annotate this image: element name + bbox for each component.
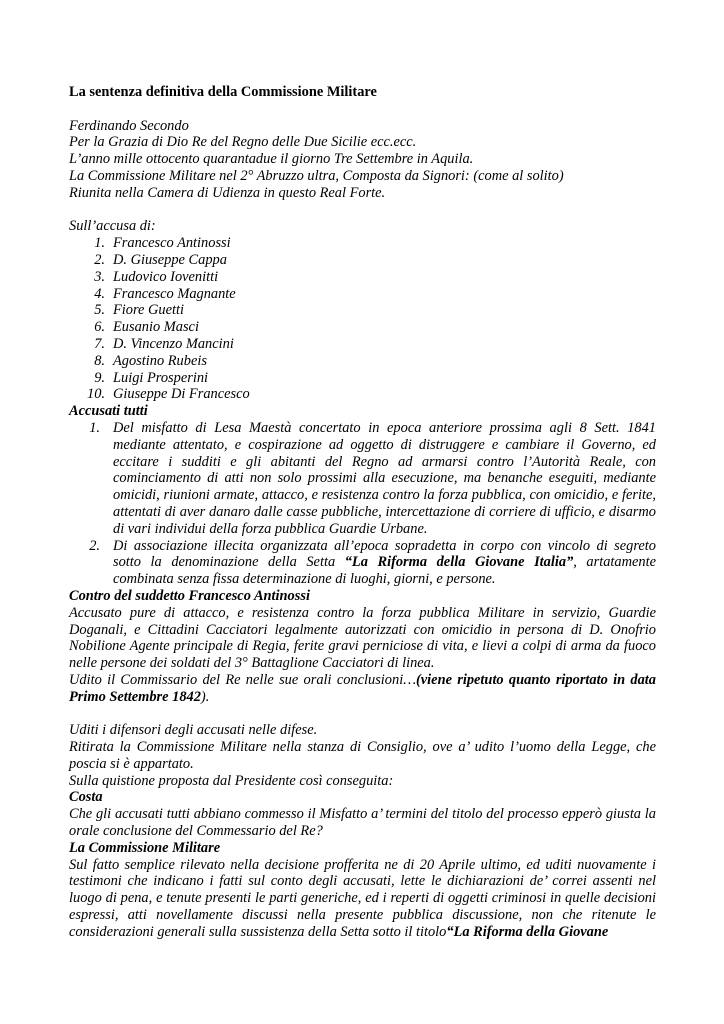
intro-line: Riunita nella Camera di Udienza in questo Real Forte. (69, 184, 386, 201)
intro-block (69, 118, 656, 202)
item-number: 1. (89, 419, 100, 436)
ritirata-paragraph: Ritirata la Commissione Militare nella stanza di Consiglio, ove a’ udito l’uomo della Legge, che poscia si è appartato. (69, 739, 656, 772)
final-setta-name: “La Riforma della Giovane (446, 923, 609, 940)
accused-name: Eusanio Masci (113, 319, 199, 336)
costa-paragraph: Che gli accusati tutti abbiano commesso il Misfatto a’ termini del titolo del processo epperò giusta la orale conclusione del Commessario del Re? (69, 806, 656, 840)
accused-item (69, 336, 656, 353)
accused-name: Agostino Rubeis (113, 352, 207, 369)
accused-item (69, 269, 656, 286)
item-number: 5. (94, 302, 105, 319)
document-body (69, 84, 656, 941)
charge-text: Del misfatto di Lesa Maestà concertato in epoca anteriore prossima agli 8 Sett. 1841 mediante attentato, e cospirazione ad oggetto di distruggere e cambiare il Governo, ed eccitare i sudditi e gli abitanti del Regno ad armarsi contro l’Autorità Reale, con cominciamento di atti non solo prossimi alla esecuzione, ma benanche eseguiti, mediante omicidi, riunioni armate, attacco, e resistenza contro la forza pubblica, con omicidio, e ferite, attentati di aver danaro dalle casse pubbliche, intercettazione di corriere di ufficio, e disarmo di vari individui della forza pubblica Guardie Urbane. (113, 419, 656, 537)
setta-name: “La Riforma della Giovane Italia” (344, 554, 574, 571)
intro-line: Per la Grazia di Dio Re del Regno delle Due Sicilie ecc.ecc. (69, 134, 417, 151)
udito-note: (viene ripetuto quanto riportato in data Primo Settembre 1842 (69, 671, 656, 705)
final-text: Sul fatto semplice rilevato nella decisione profferita ne di 20 Aprile ultimo, ed uditi nuovamente i testimoni che indicano i fatti sul conto degli accusati, lette le dichiarazioni de’ correi assenti nel luogo di pena, e tenute presenti le parti generiche, ed i reperti di oggetti criminosi in quelle decisioni espressi, atti novellamente discussi nella presente pubblica discussione, non che ritenute le considerazioni generali sulla sussistenza della Setta sotto il titolo (69, 856, 656, 940)
accused-item (69, 302, 656, 319)
udito-text: Udito il Commissario del Re nelle sue orali conclusioni… (69, 671, 416, 688)
accused-item (69, 353, 656, 370)
costa-heading: Costa (69, 789, 103, 806)
accused-name: Francesco Antinossi (113, 235, 231, 252)
contro-paragraph: Accusato pure di attacco, e resistenza contro la forza pubblica Militare in servizio, Guardie Doganali, e Cittadini Cacciatori legalmente autorizzati con omicidio in persona di D. Onofrio Nobilione Agente principale di Regia, ferite gravi perniciose di vita, e lievi a colpi di arma da fuoco nelle persone dei soldati del 3° Battaglione Cacciatori di linea. (69, 604, 656, 672)
charge-text: , artatamente combinata senza fissa determinazione di luoghi, giorni, e persone. (113, 554, 656, 588)
accused-name: Ludovico Iovenitti (113, 268, 219, 285)
item-number: 2. (94, 251, 105, 268)
item-number: 9. (94, 369, 105, 386)
intro-line: L’anno mille ottocento quarantadue il giorno Tre Settembre in Aquila. (69, 151, 474, 168)
item-number: 2. (89, 537, 100, 554)
item-number: 7. (94, 335, 105, 352)
accusati-tutti-heading: Accusati tutti (69, 403, 148, 420)
udito-end: ). (200, 688, 210, 705)
item-number: 3. (94, 268, 105, 285)
uditi-paragraph: Uditi i difensori degli accusati nelle difese. (69, 722, 318, 739)
accused-list (69, 235, 656, 403)
intro-line: Ferdinando Secondo (69, 117, 189, 134)
charge-text: Di associazione illecita organizzata all’epoca sopradetta in corpo con vincolo di segreto sotto la denominazione della Setta (113, 537, 656, 571)
accused-item (69, 370, 656, 387)
item-number: 8. (94, 352, 105, 369)
accused-item (69, 319, 656, 336)
charge-item (69, 420, 656, 538)
charge-item (69, 538, 656, 588)
item-number: 4. (94, 285, 105, 302)
contro-heading: Contro del suddetto Francesco Antinossi (69, 587, 310, 604)
spacer (69, 202, 656, 219)
spacer (69, 705, 656, 722)
accused-name: Luigi Prosperini (113, 369, 209, 386)
intro-line: La Commissione Militare nel 2° Abruzzo ultra, Composta da Signori: (come al solito) (69, 167, 564, 184)
udito-paragraph (69, 672, 656, 706)
item-number: 10. (87, 386, 105, 403)
accused-name: Fiore Guetti (113, 302, 185, 319)
accused-item (69, 286, 656, 303)
accused-item (69, 252, 656, 269)
item-number: 6. (94, 319, 105, 336)
accusa-heading: Sull’accusa di: (69, 218, 156, 235)
commissione-heading: La Commissione Militare (69, 839, 221, 856)
item-number: 1. (94, 235, 105, 252)
accused-item (69, 235, 656, 252)
document-title: La sentenza definitiva della Commissione Militare (69, 84, 377, 100)
charges-list (69, 420, 656, 588)
accused-name: Giuseppe Di Francesco (113, 386, 250, 403)
accused-name: D. Giuseppe Cappa (113, 251, 227, 268)
questione-paragraph: Sulla quistione proposta dal Presidente così conseguita: (69, 772, 394, 789)
final-paragraph (69, 857, 656, 941)
accused-name: Francesco Magnante (113, 285, 236, 302)
accused-item (69, 386, 656, 403)
accused-name: D. Vincenzo Mancini (113, 335, 234, 352)
